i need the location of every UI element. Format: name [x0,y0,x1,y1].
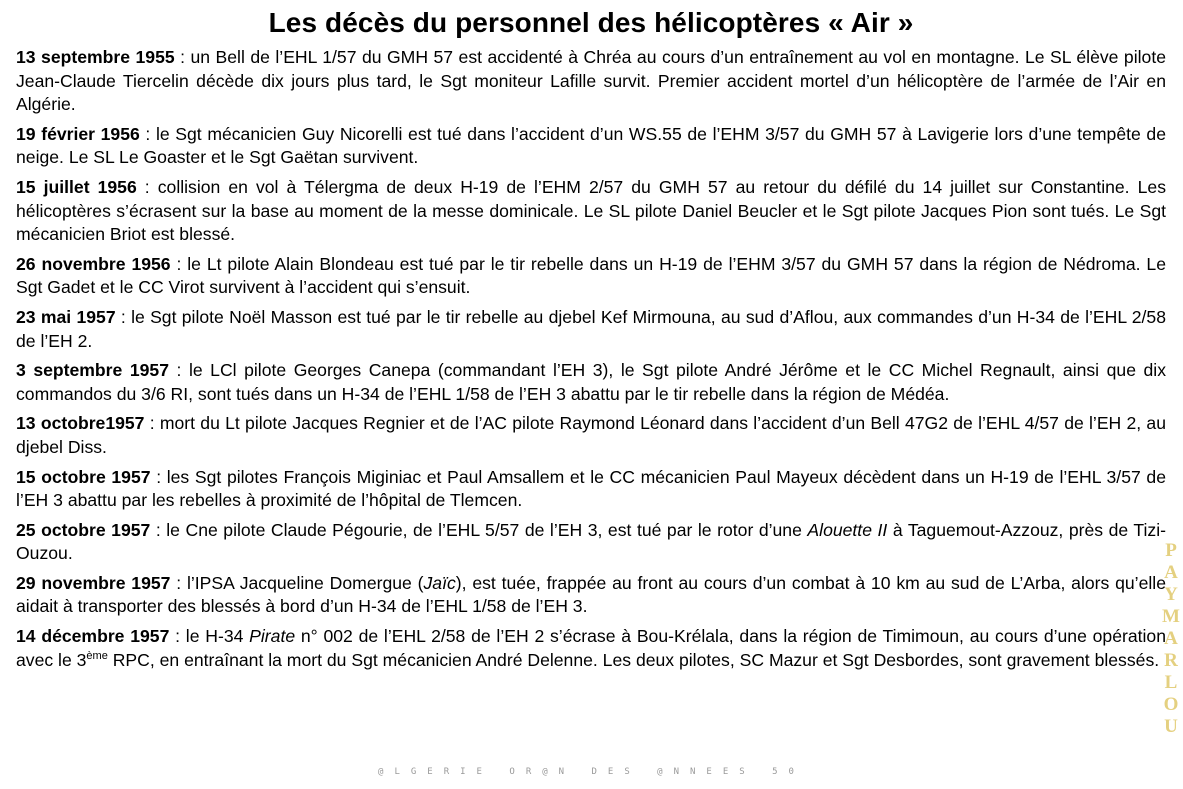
entry-date: 26 novembre 1956 [16,253,171,274]
entry-text: : le Sgt pilote Noël Masson est tué par le tir rebelle au djebel Kef Mirmouna, au sud d’Aflou, aux commandes d’un H-34 de l’EHL 2/58 de l’EH 2. [16,306,1166,351]
entry-date: 14 décembre 1957 [16,626,170,647]
entry-text: : collision en vol à Télergma de deux H-19 de l’EHM 2/57 du GMH 57 au retour du défilé du 14 juillet sur Constantine. Les hélicoptères s’écrasent sur la base au moment de la messe dominicale. Le SL pilote Daniel Beucler et le Sgt pilote Jacques Pion sont tués. Le Sgt mécanicien Briot est blessé. [16,176,1166,245]
entry-text: : le Sgt mécanicien Guy Nicorelli est tué dans l’accident d’un WS.55 de l’EHM 3/57 du GMH 57 à Lavigerie lors d’une tempête de neige. Le SL Le Goaster et le Sgt Gaëtan survivent. [16,123,1166,168]
entry-1957-10-13 [16,412,1166,459]
document-page [16,6,1166,678]
entry-date: 13 septembre 1955 [16,47,175,67]
entry-date: 15 juillet 1956 [16,176,137,197]
entry-1956-02-19 [16,123,1166,170]
page-title: Les décès du personnel des hélicoptères « Air » [268,7,914,38]
entry-1956-07-15 [16,176,1166,247]
entry-date: 23 mai 1957 [16,306,116,327]
entry-date: 19 février 1956 [16,123,140,144]
entry-1957-05-23 [16,306,1166,353]
entry-date: 3 septembre 1957 [16,360,169,381]
entry-1957-12-14 [16,625,1166,672]
page-footer: @LGERIE OR@N DES @NNEES 50 [378,767,805,777]
entry-text: : le LCl pilote Georges Canepa (commandant l’EH 3), le Sgt pilote André Jérôme et le CC Michel Regnault, ainsi que dix commandos du 3/6 RI, sont tués dans un H-34 de l’EHL 1/58 de l’EH 3 abattu par le tir rebelle dans la région de Médéa. [16,360,1167,404]
entry-date: 13 octobre1957 [16,413,145,434]
entry-1957-11-29 [16,572,1166,619]
watermark-logo: PAYMARLOU [1162,540,1180,737]
entry-text: n° 002 de l’EHL 2/58 de l’EH 2 s’écrase à Bou-Krélala, dans la région de Timimoun, au cours d’une opération avec le 3 [16,626,1167,670]
entry-text: : le H-34 [169,626,250,647]
entry-text: : les Sgt pilotes François Miginiac et Paul Amsallem et le CC mécanicien Paul Mayeux décèdent dans un H-19 de l’EHL 3/57 de l’EH 3 abattu par les rebelles à proximité de l’hôpital de Tlemcen. [16,466,1166,511]
entry-text: : le Lt pilote Alain Blondeau est tué par le tir rebelle dans un H-19 de l’EHM 3/57 du GMH 57 dans la région de Nédroma. Le Sgt Gadet et le CC Virot survivent à l’accident qui s’ensuit. [16,253,1166,298]
entry-1957-10-25 [16,519,1166,566]
entry-text: à Taguemout-Azzouz, près de Tizi-Ouzou. [16,519,1166,564]
entry-text: : mort du Lt pilote Jacques Regnier et de l’AC pilote Raymond Léonard dans l’accident d’un Bell 47G2 de l’EHL 4/57 de l’EH 2, au djebel Diss. [16,413,1166,457]
entry-italic: Alouette II [807,519,888,540]
entry-italic: Pirate [249,626,296,647]
entry-1955-09-13 [16,46,1166,117]
entry-1956-11-26 [16,253,1166,300]
entry-italic: Jaïc [423,572,456,593]
entry-text: : le Cne pilote Claude Pégourie, de l’EHL 5/57 de l’EH 3, est tué par le rotor d’une [150,519,808,540]
entry-text: RPC, en entraînant la mort du Sgt mécanicien André Delenne. Les deux pilotes, SC Mazur et Sgt Desbordes, sont gravement blessés. [107,649,1160,670]
entry-date: 29 novembre 1957 [16,572,171,593]
entry-text: : un Bell de l’EHL 1/57 du GMH 57 est accidenté à Chréa au cours d’un entraînement au vol en montagne. Le SL élève pilote Jean-Claude Tiercelin décède dix jours plus tard, le Sgt moniteur Lafille survit. Premier accident mortel d’un hélicoptère de l’armée de l’Air en Algérie. [16,47,1166,115]
entry-date: 25 octobre 1957 [16,519,151,540]
entry-1957-10-15 [16,466,1166,513]
entry-text: : l’IPSA Jacqueline Domergue ( [170,572,424,593]
entry-text: ), est tuée, frappée au front au cours d’un combat à 10 km au sud de L’Arba, alors qu’elle aidait à transporter des blessés à bord d’un H-34 de l’EHL 1/58 de l’EH 3. [16,572,1166,617]
entry-date: 15 octobre 1957 [16,466,151,487]
entry-superscript: ème [86,649,108,662]
entry-1957-09-03 [16,359,1166,406]
